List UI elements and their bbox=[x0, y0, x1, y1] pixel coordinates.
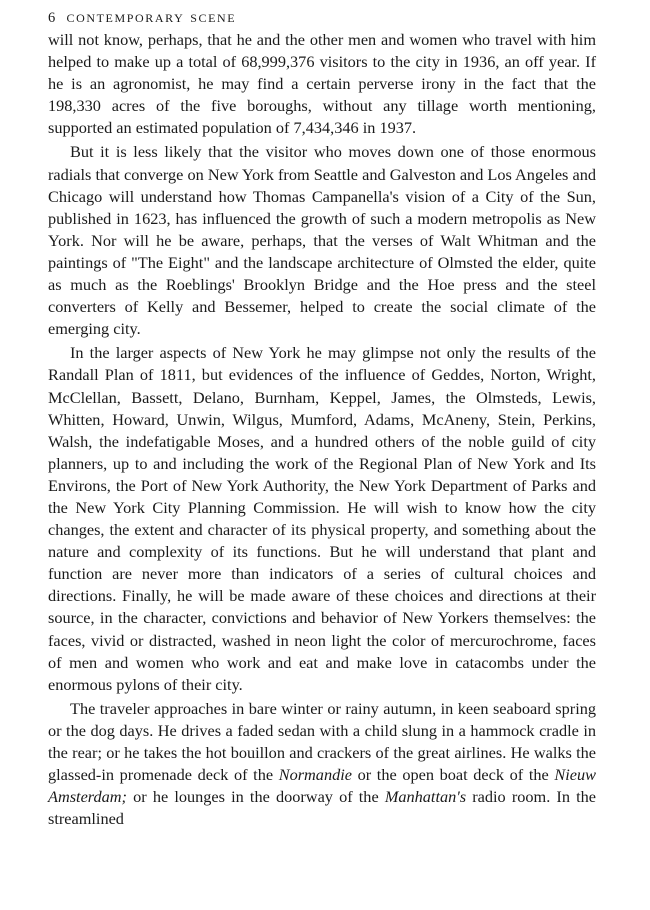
paragraph-text: In the larger aspects of New York he may glimpse not only the results of the Randall Plan of 1811, but evidences of the influence of Geddes, Norton, Wright, McClellan, Bassett, Delano, Burnham, Keppel, James, the Olmsteds, Lewis, Whitten, Howard, Unwin, Wilgus, Mumford, Adams, McAneny, Stein, Perkins, Walsh, the indefatigable Moses, and a hundred others of the noble guild of city planners, up to and including the work of the Regional Plan of New York and Its Environs, the Port of New York Authority, the New York Department of Parks and the New York City Planning Commission. He will wish to know how the city changes, the extent and character of its physical property, and something about the nature and complexity of its functions. But he will understand that plant and function are never more than indicators of a series of cultural choices and directions. Finally, he will be made aware of these choices and directions at their source, in the character, convictions and behavior of New Yorkers themselves: the faces, vivid or distracted, washed in neon light the color of mercurochrome, faces of men and women who work and eat and make love in catacombs under the enormous pylons of their city. bbox=[48, 343, 596, 694]
paragraph-text: radio room. In the streamlined bbox=[48, 787, 597, 829]
paragraph-text: or he lounges in the doorway of the bbox=[126, 787, 385, 807]
running-head bbox=[48, 6, 596, 29]
book-page bbox=[48, 6, 596, 830]
paragraph-1 bbox=[48, 29, 596, 139]
paragraph-text: But it is less likely that the visitor who moves down one of those enormous radials that converge on New York from Seattle and Galveston and Los Angeles and Chicago will understand how Thomas Campanella's vision of a City of the Sun, published in 1623, has influenced the growth of such a modern metropolis as New York. Nor will he be aware, perhaps, that the verses of Walt Whitman and the paintings of "The Eight" and the landscape architecture of Olmsted the elder, quite as much as the Roeblings' Brooklyn Bridge and the Hoe press and the steel converters of Kelly and Bessemer, helped to create the social climate of the emerging city. bbox=[48, 142, 596, 339]
paragraph-2 bbox=[48, 141, 596, 340]
paragraph-text: The traveler approaches in bare winter or rainy autumn, in keen seaboard spring or the dog days. He drives a faded sedan with a child slung in a hammock cradle in the rear; or he takes the hot bouillon and crackers of the great airlines. He walks the glassed-in promenade deck of the bbox=[48, 698, 596, 785]
paragraph-3 bbox=[48, 342, 596, 696]
ship-name-manhattan: Manhattan's bbox=[384, 787, 467, 807]
ship-name-normandie: Normandie bbox=[278, 765, 352, 785]
paragraph-4 bbox=[48, 698, 596, 831]
paragraph-text: or the open boat deck of the bbox=[351, 765, 555, 785]
page-number: 6 bbox=[48, 10, 56, 26]
running-head-title: contemporary scene bbox=[66, 7, 237, 26]
paragraph-text: will not know, perhaps, that he and the other men and women who travel with him helped to make up a total of 68,999,376 visitors to the city in 1936, an off year. If he is an agronomist, he may find a certain perverse irony in the fact that the 198,330 acres of the five boroughs, without any tillage worth mentioning, supported an estimated population of 7,434,346 in 1937. bbox=[48, 30, 596, 138]
ship-name-nieuw-amsterdam: Nieuw Amsterdam; bbox=[48, 765, 596, 807]
